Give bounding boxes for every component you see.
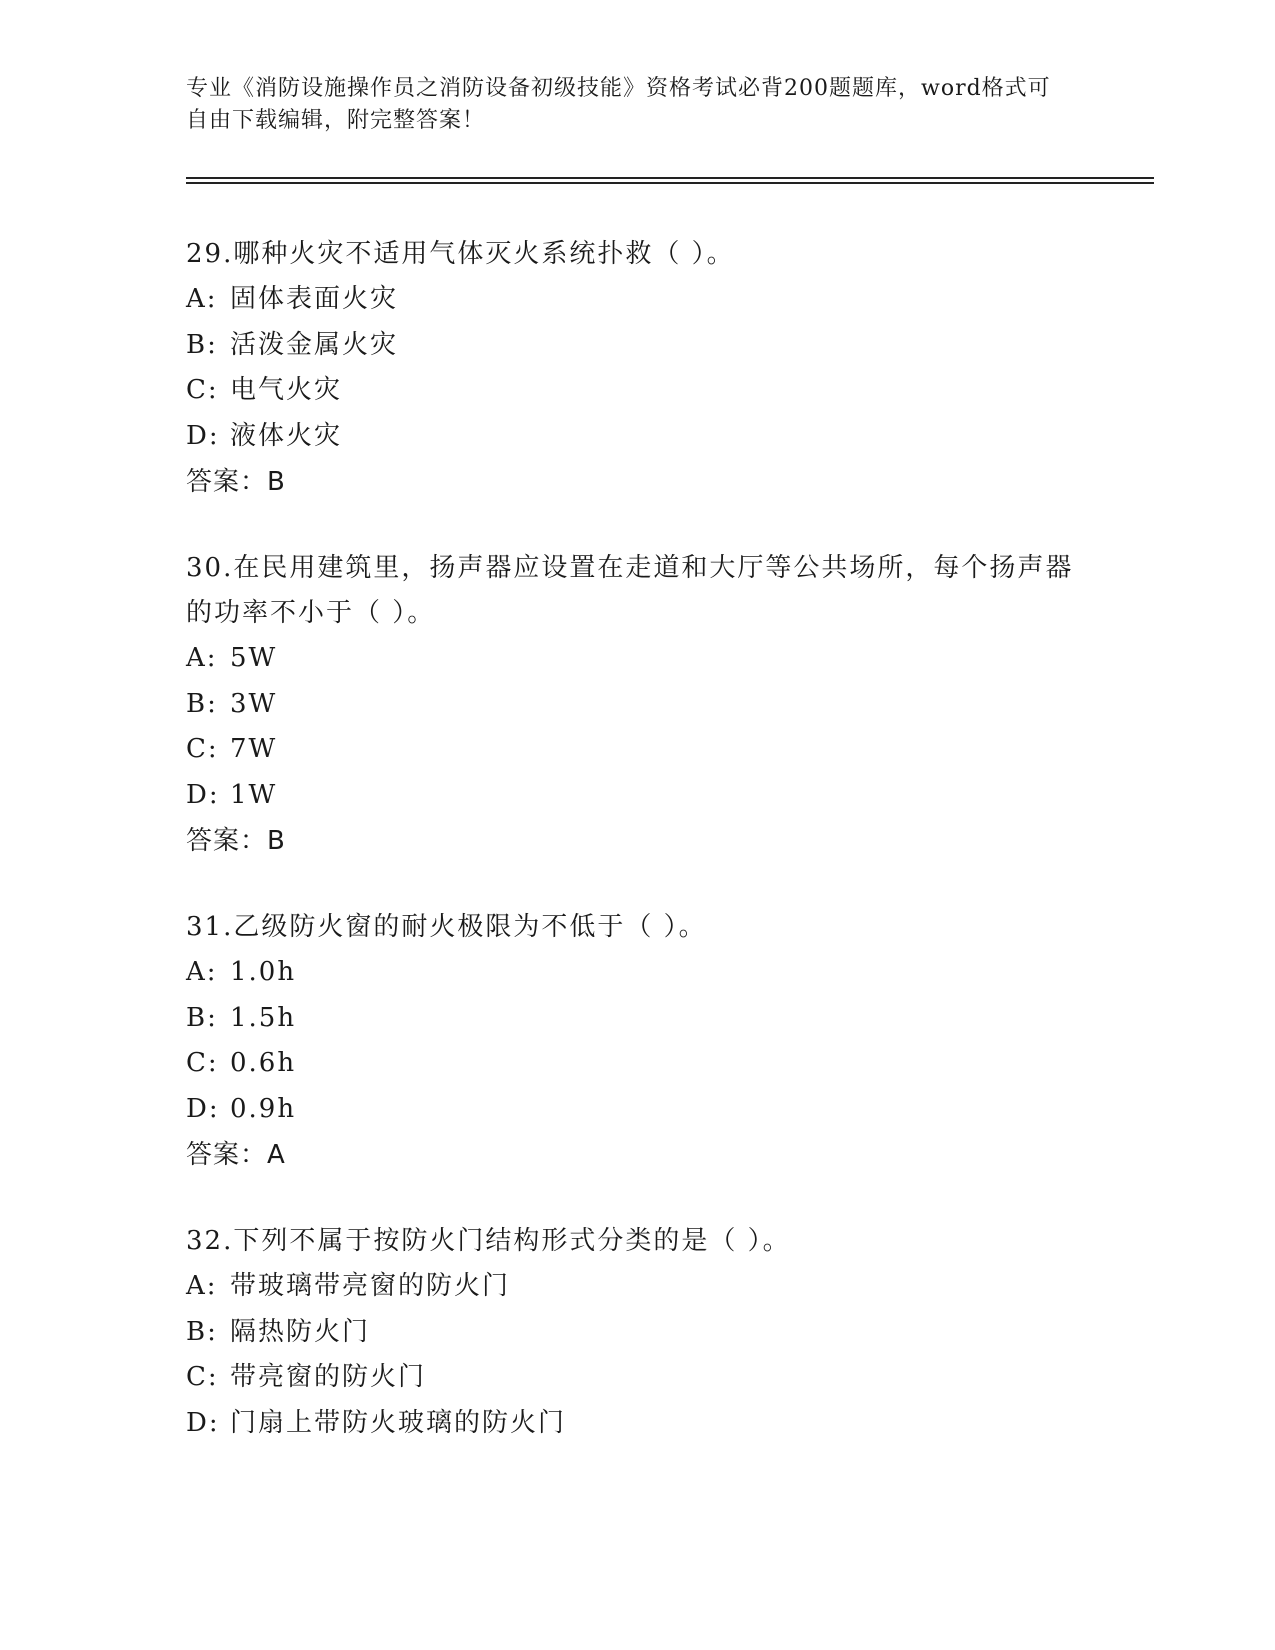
question-stem: 32.下列不属于按防火门结构形式分类的是（ ）。 xyxy=(186,1226,791,1256)
question-stem: 29.哪种火灾不适用气体灭火系统扑救（ ）。 xyxy=(186,239,735,269)
question-stem: 31.乙级防火窗的耐火极限为不低于（ ）。 xyxy=(186,912,707,942)
option-d xyxy=(186,1401,1086,1447)
option-key: C: xyxy=(186,1048,219,1078)
option-key: A: xyxy=(186,284,218,314)
option-key: D: xyxy=(186,1407,220,1438)
option-text: 液体火灾 xyxy=(230,420,343,451)
option-key: C: xyxy=(186,734,219,764)
option-text: 0.6h xyxy=(230,1048,297,1078)
option-c xyxy=(186,1041,1086,1087)
option-key: A: xyxy=(186,643,218,673)
option-key: A: xyxy=(186,957,218,987)
question-list xyxy=(186,232,1086,1487)
option-a xyxy=(186,636,1086,682)
question-32 xyxy=(186,1219,1086,1446)
question-29 xyxy=(186,232,1086,505)
option-a xyxy=(186,1264,1086,1310)
option-a xyxy=(186,277,1086,323)
option-d xyxy=(186,414,1086,460)
option-c xyxy=(186,1355,1086,1401)
option-key: D: xyxy=(186,420,220,451)
option-key: D: xyxy=(186,1093,220,1124)
option-text: 1.5h xyxy=(230,1002,297,1033)
option-key: B: xyxy=(186,1002,218,1033)
option-text: 电气火灾 xyxy=(230,375,343,405)
question-stem: 30.在民用建筑里，扬声器应设置在走道和大厅等公共场所，每个扬声器的功率不小于（ ）。 xyxy=(186,553,1074,628)
option-key: D: xyxy=(186,779,220,810)
question-30 xyxy=(186,546,1086,864)
option-text: 活泼金属火灾 xyxy=(230,329,399,360)
option-key: C: xyxy=(186,375,219,405)
option-text: 带玻璃带亮窗的防火门 xyxy=(230,1271,511,1301)
option-b xyxy=(186,682,1086,728)
option-text: 1.0h xyxy=(230,957,297,987)
option-b xyxy=(186,996,1086,1042)
option-d xyxy=(186,1087,1086,1133)
question-31 xyxy=(186,905,1086,1178)
option-text: 门扇上带防火玻璃的防火门 xyxy=(230,1407,567,1438)
option-d xyxy=(186,773,1086,819)
option-key: A: xyxy=(186,1271,218,1301)
answer-line: 答案：A xyxy=(186,1140,286,1170)
option-c xyxy=(186,727,1086,773)
option-text: 隔热防火门 xyxy=(230,1316,371,1347)
option-text: 7W xyxy=(230,734,278,764)
answer-line: 答案：B xyxy=(186,467,286,497)
option-key: B: xyxy=(186,329,218,360)
header-note: 专业《消防设施操作员之消防设备初级技能》资格考试必背200题题库，word格式可自由下载编辑，附完整答案！ xyxy=(186,76,1051,133)
header-divider-top xyxy=(186,177,1154,179)
option-key: B: xyxy=(186,688,218,719)
option-text: 带亮窗的防火门 xyxy=(230,1362,427,1392)
answer-line: 答案：B xyxy=(186,826,286,856)
option-b xyxy=(186,1310,1086,1356)
option-text: 1W xyxy=(230,779,278,810)
option-text: 3W xyxy=(230,688,278,719)
option-key: B: xyxy=(186,1316,218,1347)
option-a xyxy=(186,950,1086,996)
header-divider-bottom xyxy=(186,182,1154,184)
option-text: 0.9h xyxy=(230,1093,297,1124)
option-text: 固体表面火灾 xyxy=(230,284,399,314)
option-text: 5W xyxy=(230,643,278,673)
option-key: C: xyxy=(186,1362,219,1392)
option-b xyxy=(186,323,1086,369)
option-c xyxy=(186,368,1086,414)
